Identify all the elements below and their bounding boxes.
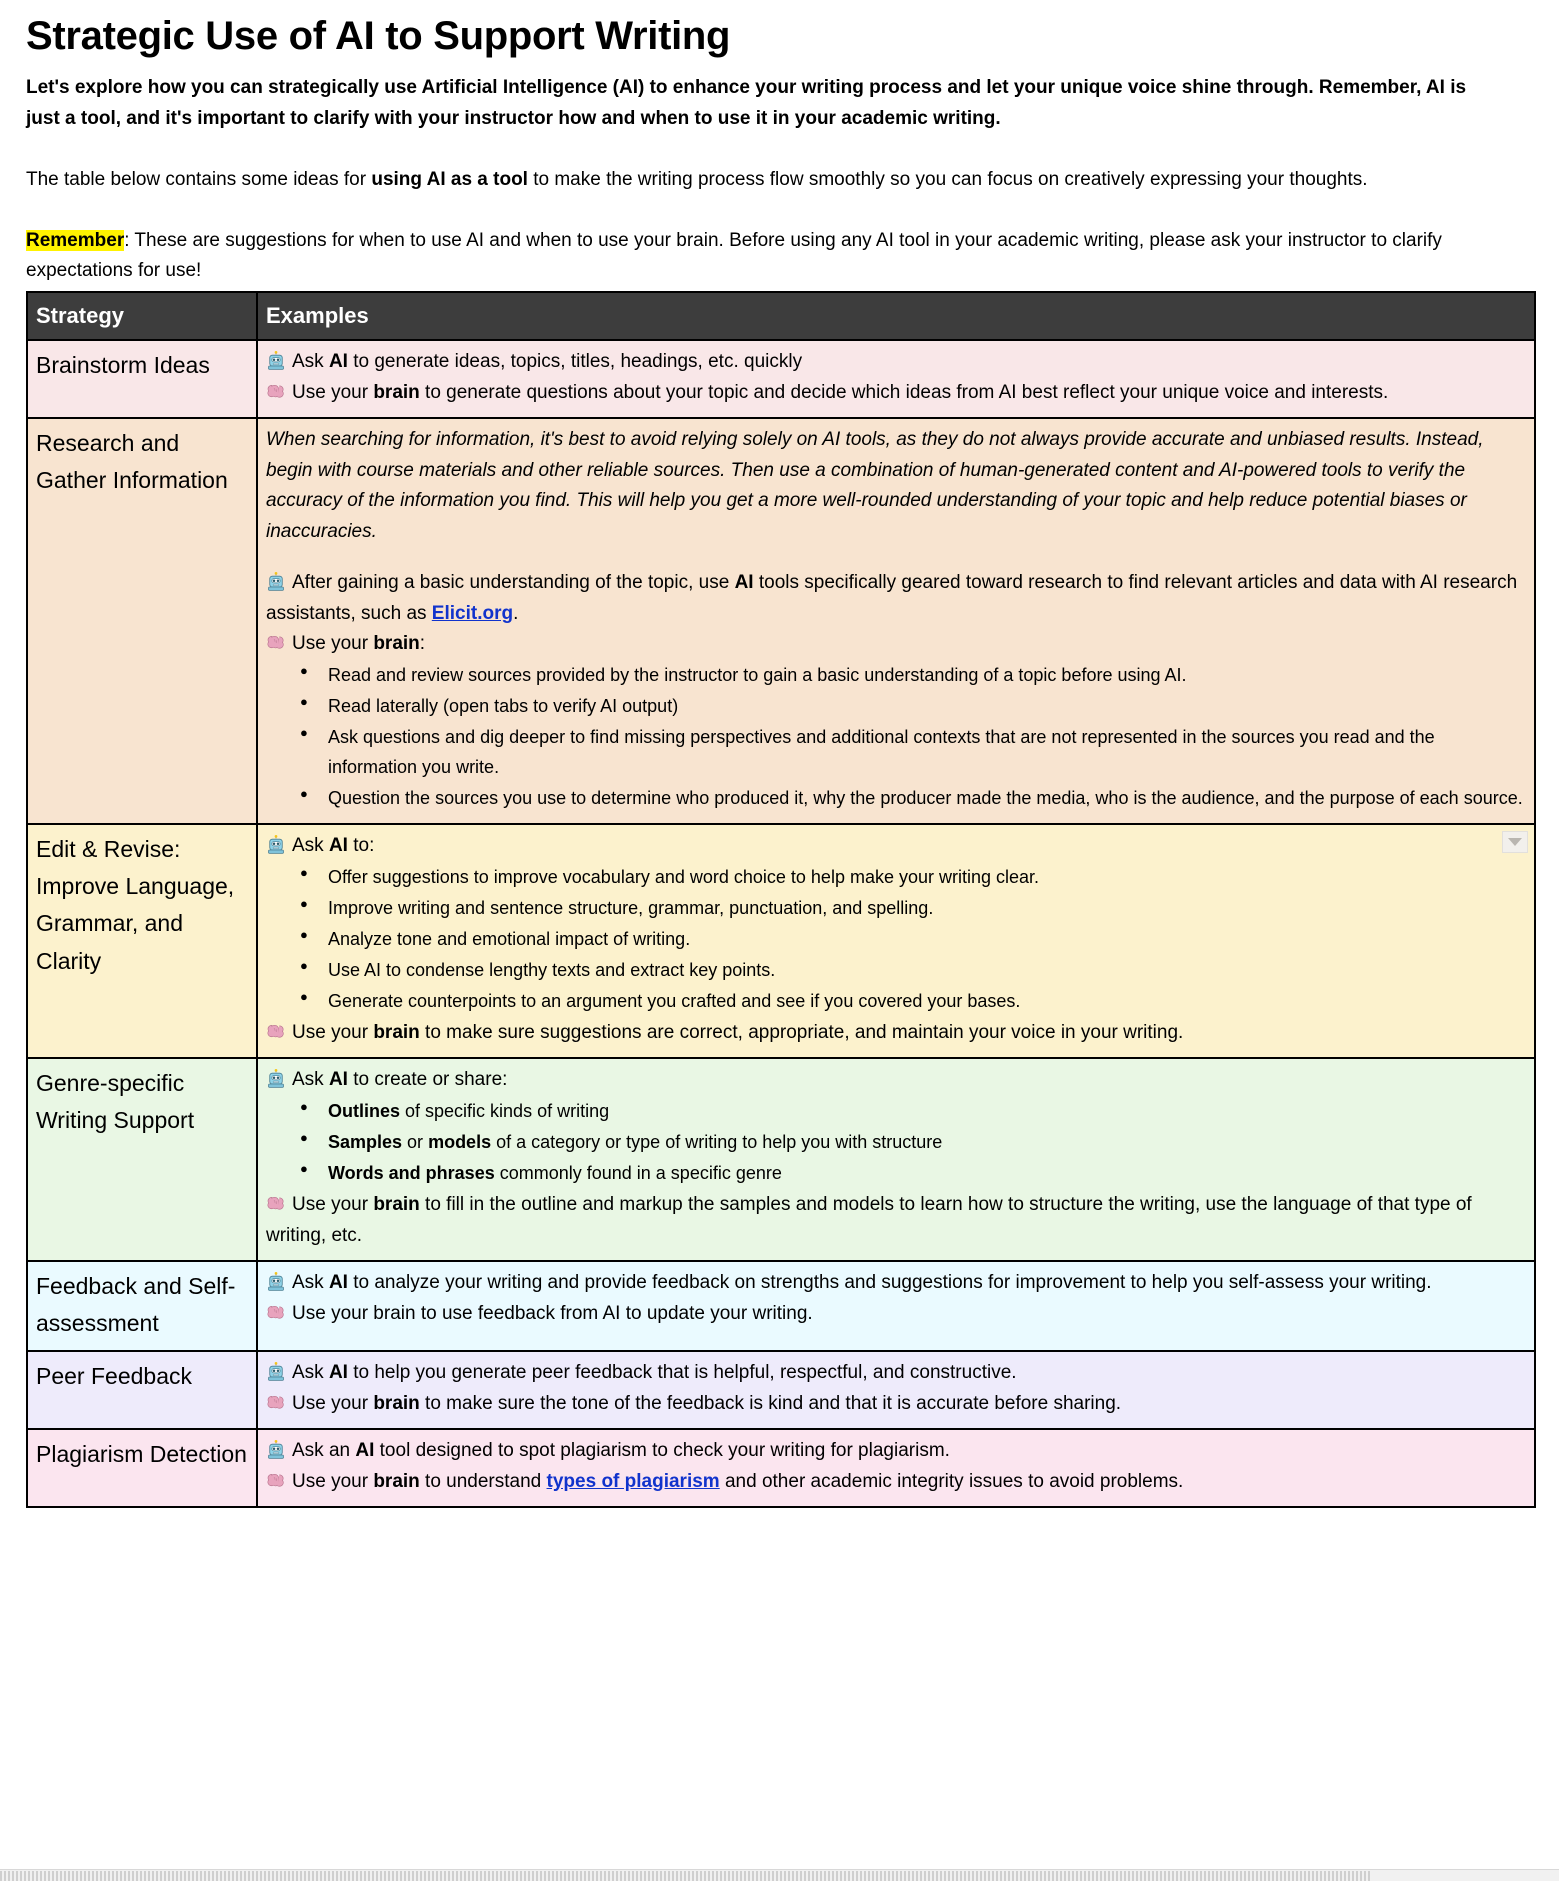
ai-suggestion-line [266,1358,1526,1389]
brain-icon [266,1022,286,1042]
brain-suggestion-line [266,1389,1526,1420]
ai-suggestion-line [266,831,1526,862]
brain-line-bold: brain [373,1194,420,1216]
chevron-down-icon[interactable] [1502,831,1528,853]
brain-icon [266,382,286,402]
brain-icon [266,1471,286,1491]
robot-icon [266,1272,286,1292]
strategy-cell: Peer Feedback [27,1351,257,1429]
brain-suggestion-line [266,378,1526,409]
table-row [27,824,1535,1058]
strategy-cell: Research and Gather Information [27,418,257,824]
robot-icon [266,1069,286,1089]
bullet-bold-2: models [428,1132,492,1153]
ai-line-bold: AI [355,1439,375,1461]
table-intro-paragraph [26,164,1496,195]
ai-line-post: to analyze your writing and provide feedback on strengths and suggestions for improvement to help you self-assess your writing. [347,1271,1432,1293]
brain-line-bold: brain [373,633,420,655]
ai-line-pre: Ask [292,1271,329,1293]
strategy-cell: Feedback and Self-assessment [27,1261,257,1352]
list-item [328,1097,1526,1126]
brain-line-pre: Use your [292,1470,374,1492]
ai-line-pre: Ask [292,351,329,373]
table-intro-emphasis: using AI as a tool [371,169,528,191]
ai-suggestion-line [266,1436,1526,1467]
robot-icon [266,835,286,855]
strategy-cell: Genre-specific Writing Support [27,1058,257,1261]
table-row [27,418,1535,824]
table-intro-pre: The table below contains some ideas for [26,169,372,191]
brain-line-post: to fill in the outline and markup the samples and models to learn how to structure the writing, use the language of that type of writing, etc. [266,1194,1472,1247]
robot-icon [266,351,286,371]
examples-cell [257,418,1535,824]
strategy-table-wrapper [26,291,1534,1507]
list-item: ● Analyze tone and emotional impact of writing. [328,925,1526,954]
strategy-cell: Brainstorm Ideas [27,340,257,418]
brain-line-plain: Use your brain to use feedback from AI to update your writing. [292,1302,813,1324]
brain-line-post: to make sure the tone of the feedback is kind and that it is accurate before sharing. [419,1393,1122,1415]
table-row [27,1429,1535,1507]
horizontal-scrollbar[interactable] [0,1869,1559,1881]
examples-cell [257,1261,1535,1352]
ai-suggestion-line [266,568,1526,630]
brain-suggestion-line [266,629,1526,660]
ai-line-post: to generate ideas, topics, titles, headings, etc. quickly [347,351,803,373]
brain-line-pre: Use your [292,633,374,655]
brain-line-pre: Use your [292,1022,374,1044]
brain-line-bold: brain [373,1022,420,1044]
brain-icon [266,1194,286,1214]
intro-paragraph: Let's explore how you can strategically use Artificial Intelligence (AI) to enhance your writing process and let your unique voice shine through. Remember, AI is just a tool, and it's important to clarify with your instructor how and when to use it in your academic writing. [26,76,1467,129]
list-item [328,1159,1526,1188]
brain-line-post: : [419,633,426,655]
ai-line-post: to help you generate peer feedback that is helpful, respectful, and constructive. [347,1362,1017,1384]
bullet-rest: of specific kinds of writing [400,1100,610,1121]
ai-line-bold: AI [328,1271,348,1293]
ai-line-pre: Ask an [292,1439,356,1461]
page-title: Strategic Use of AI to Support Writing [26,14,731,58]
genre-bullet-list [266,1097,1526,1188]
robot-icon [266,1440,286,1460]
brain-line-pre: Use your [292,381,374,403]
table-row [27,340,1535,418]
ai-suggestion-line [266,347,1526,378]
brain-suggestion-line [266,1299,1526,1330]
table-row [27,1351,1535,1429]
list-item [328,1128,1526,1157]
table-body [27,340,1535,1506]
ai-suggestion-line [266,1065,1526,1096]
research-bullet-list [266,661,1526,813]
bullet-bold: Words and phrases [328,1163,495,1184]
column-header-examples: Examples [257,292,1535,340]
bullet-mid: or [402,1132,429,1153]
list-item: ● Improve writing and sentence structure, grammar, punctuation, and spelling. [328,894,1526,923]
column-header-strategy: Strategy [27,292,257,340]
edit-bullet-list [266,863,1526,1017]
scrollbar-thumb[interactable] [0,1871,1370,1881]
table-row [27,1261,1535,1352]
brain-line-post: to generate questions about your topic and decide which ideas from AI best reflect your unique voice and interests. [419,381,1389,403]
table-row [27,1058,1535,1261]
bullet-rest: commonly found in a specific genre [494,1163,782,1184]
brain-icon [266,1393,286,1413]
strategy-cell: Plagiarism Detection [27,1429,257,1507]
robot-icon [266,572,286,592]
brain-line-pre: Use your [292,1393,374,1415]
brain-line-end: and other academic integrity issues to avoid problems. [719,1470,1184,1492]
brain-suggestion-line [266,1190,1526,1252]
ai-line-pre: After gaining a basic understanding of the topic, use [292,571,735,593]
brain-line-post: to understand [419,1470,547,1492]
types-of-plagiarism-link[interactable]: types of plagiarism [546,1470,720,1492]
ai-line-post: tool designed to spot plagiarism to check your writing for plagiarism. [374,1439,950,1461]
list-item: ● Ask questions and dig deeper to find missing perspectives and additional contexts that are not represented in the sources you read and the information you write. [328,723,1526,781]
bullet-bold: Samples [328,1132,403,1153]
brain-icon [266,633,286,653]
brain-line-pre: Use your [292,1194,374,1216]
ai-line-post: to: [347,834,375,856]
remember-highlight: Remember [26,229,125,251]
research-italic-note: When searching for information, it's best to avoid relying solely on AI tools, as they do not always provide accurate and unbiased results. Instead, begin with course materials and other reliable sources. Then use a combination of human-generated content and AI-powered tools to verify the accuracy of the information you find. This will help you get a more well-rounded understanding of your topic and help reduce potential biases or inaccuracies. [266,428,1484,543]
brain-line-bold: brain [373,1393,420,1415]
table-header [27,292,1535,340]
chevron-down-glyph [1508,838,1522,846]
ai-line-end: . [513,602,519,624]
ai-line-bold: AI [328,834,348,856]
brain-line-post: to make sure suggestions are correct, appropriate, and maintain your voice in your writing. [419,1022,1184,1044]
list-item: ● Use AI to condense lengthy texts and extract key points. [328,956,1526,985]
list-item: ● Question the sources you use to determine who produced it, why the producer made the media, who is the audience, and the purpose of each source. [328,784,1526,813]
robot-icon [266,1362,286,1382]
remember-paragraph [26,226,1496,288]
list-item: ● Offer suggestions to improve vocabulary and word choice to help make your writing clear. [328,863,1526,892]
table-header-row [27,292,1535,340]
list-item: ● Generate counterpoints to an argument you crafted and see if you covered your bases. [328,987,1526,1016]
brain-line-bold: brain [373,381,420,403]
table-intro-post: to make the writing process flow smoothly so you can focus on creatively expressing your thoughts. [527,169,1368,191]
ai-line-bold: AI [328,351,348,373]
brain-line-bold: brain [373,1470,420,1492]
brain-icon [266,1303,286,1323]
ai-line-post: tools specifically geared toward research to find relevant articles and data with AI research assistants, such as [266,571,1518,624]
examples-cell [257,340,1535,418]
ai-line-pre: Ask [292,1362,329,1384]
remember-body: : These are suggestions for when to use AI and when to use your brain. Before using any AI tool in your academic writing, please ask your instructor to clarify expectations for use! [26,229,1442,282]
strategy-table [26,291,1536,1507]
ai-line-post: to create or share: [347,1069,508,1091]
ai-line-pre: Ask [292,834,329,856]
brain-suggestion-line [266,1467,1526,1498]
examples-cell [257,1058,1535,1261]
bullet-bold: Outlines [328,1100,401,1121]
brain-suggestion-line [266,1018,1526,1049]
examples-cell [257,824,1535,1058]
ai-suggestion-line [266,1268,1526,1299]
ai-line-bold: AI [328,1362,348,1384]
examples-cell [257,1429,1535,1507]
list-item: ● Read laterally (open tabs to verify AI output) [328,692,1526,721]
strategy-cell: Edit & Revise: Improve Language, Grammar, and Clarity [27,824,257,1058]
ai-line-pre: Ask [292,1069,329,1091]
bullet-rest: of a category or type of writing to help you with structure [491,1132,943,1153]
list-item: ● Read and review sources provided by the instructor to gain a basic understanding of a topic before using AI. [328,661,1526,690]
examples-cell [257,1351,1535,1429]
ai-line-bold: AI [328,1069,348,1091]
ai-line-bold: AI [734,571,754,593]
elicit-link[interactable]: Elicit.org [431,602,514,624]
